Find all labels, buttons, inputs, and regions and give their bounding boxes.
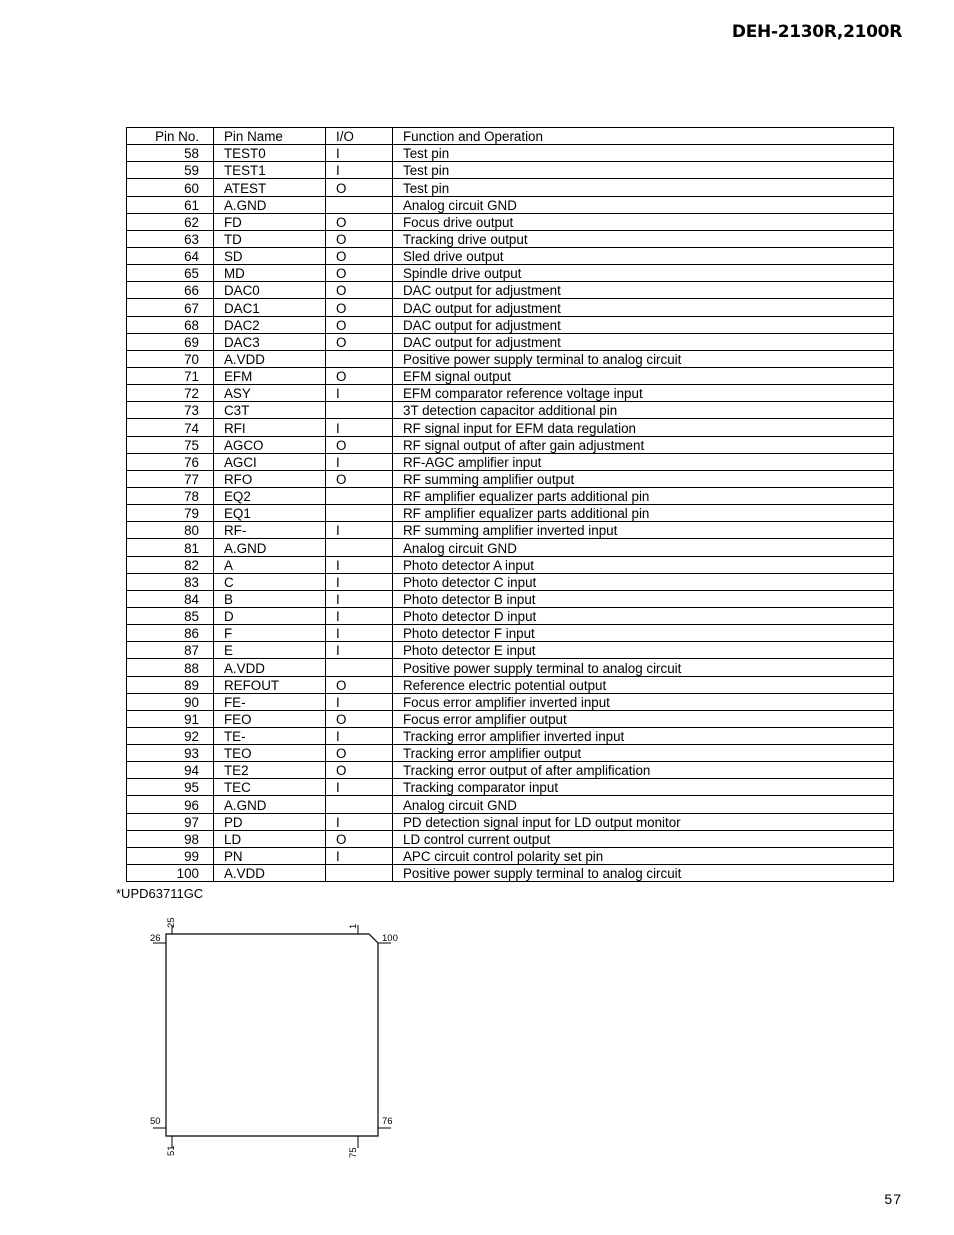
pin-name-cell: RFI: [214, 419, 326, 436]
table-row: [127, 659, 894, 676]
io-cell: I: [326, 522, 393, 539]
chip-package-diagram: [140, 910, 410, 1160]
pin-label-76: 76: [382, 1116, 393, 1127]
pin-number-cell: 83: [127, 573, 214, 590]
io-cell: I: [326, 625, 393, 642]
pin-number-cell: 71: [127, 367, 214, 384]
io-cell: I: [326, 642, 393, 659]
pin-number-cell: 62: [127, 213, 214, 230]
pin-number-cell: 73: [127, 402, 214, 419]
pin-number-cell: 86: [127, 625, 214, 642]
io-cell: I: [326, 607, 393, 624]
pin-number-cell: 78: [127, 487, 214, 504]
io-cell: O: [326, 179, 393, 196]
io-cell: O: [326, 762, 393, 779]
pin-name-cell: D: [214, 607, 326, 624]
table-row: [127, 779, 894, 796]
function-cell: Reference electric potential output: [393, 676, 894, 693]
function-cell: Photo detector A input: [393, 556, 894, 573]
io-cell: O: [326, 282, 393, 299]
io-cell: O: [326, 436, 393, 453]
table-row: [127, 487, 894, 504]
function-cell: Tracking error output of after amplification: [393, 762, 894, 779]
table-row: [127, 265, 894, 282]
pin-label-75: 75: [348, 1147, 359, 1158]
function-cell: Analog circuit GND: [393, 796, 894, 813]
table-row: [127, 556, 894, 573]
pin-label-100: 100: [382, 933, 398, 944]
io-cell: I: [326, 779, 393, 796]
table-row: [127, 470, 894, 487]
table-row: [127, 453, 894, 470]
pin-name-cell: E: [214, 642, 326, 659]
package-label: *UPD63711GC: [116, 886, 204, 901]
function-cell: DAC output for adjustment: [393, 316, 894, 333]
function-cell: DAC output for adjustment: [393, 282, 894, 299]
function-cell: Tracking error amplifier inverted input: [393, 727, 894, 744]
pin-number-cell: 97: [127, 813, 214, 830]
io-cell: O: [326, 367, 393, 384]
pin-number-cell: 74: [127, 419, 214, 436]
pin-name-cell: SD: [214, 247, 326, 264]
pin-number-cell: 60: [127, 179, 214, 196]
function-cell: RF signal input for EFM data regulation: [393, 419, 894, 436]
io-cell: O: [326, 333, 393, 350]
io-cell: [326, 539, 393, 556]
function-cell: DAC output for adjustment: [393, 299, 894, 316]
pin-name-cell: TE-: [214, 727, 326, 744]
table-row: [127, 590, 894, 607]
chip-outline: [166, 934, 378, 1136]
pin-label-50: 50: [150, 1116, 161, 1127]
pin-name-cell: FEO: [214, 710, 326, 727]
pin-number-cell: 92: [127, 727, 214, 744]
io-cell: I: [326, 385, 393, 402]
table-row: [127, 539, 894, 556]
column-header-pin-no: Pin No.: [127, 128, 214, 145]
io-cell: I: [326, 573, 393, 590]
pin-number-cell: 99: [127, 847, 214, 864]
io-cell: O: [326, 316, 393, 333]
pin-number-cell: 96: [127, 796, 214, 813]
pin-name-cell: RF-: [214, 522, 326, 539]
function-cell: RF signal output of after gain adjustment: [393, 436, 894, 453]
table-row: [127, 625, 894, 642]
function-cell: Photo detector F input: [393, 625, 894, 642]
table-row: [127, 333, 894, 350]
pin-name-cell: TEO: [214, 745, 326, 762]
table-row: [127, 299, 894, 316]
pin-number-cell: 79: [127, 505, 214, 522]
function-cell: EFM comparator reference voltage input: [393, 385, 894, 402]
function-cell: Photo detector D input: [393, 607, 894, 624]
pin-label-1: 1: [348, 923, 359, 929]
function-cell: Spindle drive output: [393, 265, 894, 282]
table-row: [127, 865, 894, 882]
pin-number-cell: 58: [127, 145, 214, 162]
table-row: [127, 522, 894, 539]
io-cell: [326, 402, 393, 419]
io-cell: [326, 350, 393, 367]
pin-name-cell: FD: [214, 213, 326, 230]
table-row: [127, 830, 894, 847]
function-cell: Test pin: [393, 179, 894, 196]
io-cell: I: [326, 847, 393, 864]
pin-number-cell: 87: [127, 642, 214, 659]
pin-number-cell: 100: [127, 865, 214, 882]
io-cell: O: [326, 676, 393, 693]
pin-number-cell: 80: [127, 522, 214, 539]
pin-name-cell: F: [214, 625, 326, 642]
function-cell: Tracking error amplifier output: [393, 745, 894, 762]
pin-number-cell: 90: [127, 693, 214, 710]
io-cell: I: [326, 162, 393, 179]
function-cell: Focus drive output: [393, 213, 894, 230]
function-cell: Positive power supply terminal to analog circuit: [393, 865, 894, 882]
pin-name-cell: RFO: [214, 470, 326, 487]
function-cell: Positive power supply terminal to analog circuit: [393, 350, 894, 367]
io-cell: [326, 796, 393, 813]
io-cell: O: [326, 247, 393, 264]
pin-number-cell: 77: [127, 470, 214, 487]
pin-name-cell: A.VDD: [214, 865, 326, 882]
table-row: [127, 796, 894, 813]
pin-name-cell: A: [214, 556, 326, 573]
table-row: [127, 196, 894, 213]
pin-name-cell: TD: [214, 230, 326, 247]
pin-number-cell: 68: [127, 316, 214, 333]
pin-number-cell: 59: [127, 162, 214, 179]
pin-number-cell: 75: [127, 436, 214, 453]
function-cell: Sled drive output: [393, 247, 894, 264]
pin-name-cell: MD: [214, 265, 326, 282]
pin-name-cell: EFM: [214, 367, 326, 384]
function-cell: Photo detector E input: [393, 642, 894, 659]
table-row: [127, 676, 894, 693]
pin-number-cell: 98: [127, 830, 214, 847]
pin-name-cell: ATEST: [214, 179, 326, 196]
pin-name-cell: TEST1: [214, 162, 326, 179]
pin-name-cell: FE-: [214, 693, 326, 710]
table-row: [127, 642, 894, 659]
pin-number-cell: 76: [127, 453, 214, 470]
table-row: [127, 367, 894, 384]
function-cell: Focus error amplifier inverted input: [393, 693, 894, 710]
io-cell: I: [326, 419, 393, 436]
pin-name-cell: A.GND: [214, 196, 326, 213]
table-row: [127, 213, 894, 230]
pin-name-cell: PD: [214, 813, 326, 830]
function-cell: RF-AGC amplifier input: [393, 453, 894, 470]
table-row: [127, 762, 894, 779]
column-header-function: Function and Operation: [393, 128, 894, 145]
io-cell: I: [326, 453, 393, 470]
table-row: [127, 813, 894, 830]
function-cell: Tracking drive output: [393, 230, 894, 247]
model-title: DEH-2130R,2100R: [731, 22, 902, 42]
pin-name-cell: AGCI: [214, 453, 326, 470]
function-cell: Test pin: [393, 162, 894, 179]
function-cell: Photo detector C input: [393, 573, 894, 590]
pin-name-cell: C3T: [214, 402, 326, 419]
pin-name-cell: REFOUT: [214, 676, 326, 693]
table-row: [127, 419, 894, 436]
pin-number-cell: 65: [127, 265, 214, 282]
io-cell: I: [326, 813, 393, 830]
pin-name-cell: DAC3: [214, 333, 326, 350]
pin-name-cell: TE2: [214, 762, 326, 779]
io-cell: O: [326, 830, 393, 847]
table-row: [127, 350, 894, 367]
table-row: [127, 745, 894, 762]
table-row: [127, 573, 894, 590]
pin-number-cell: 94: [127, 762, 214, 779]
pin-number-cell: 82: [127, 556, 214, 573]
pin-name-cell: DAC1: [214, 299, 326, 316]
pin-name-cell: A.GND: [214, 539, 326, 556]
column-header-io: I/O: [326, 128, 393, 145]
table-row: [127, 710, 894, 727]
function-cell: PD detection signal input for LD output monitor: [393, 813, 894, 830]
pin-number-cell: 89: [127, 676, 214, 693]
table-row: [127, 727, 894, 744]
pin-number-cell: 93: [127, 745, 214, 762]
io-cell: O: [326, 710, 393, 727]
io-cell: [326, 505, 393, 522]
pin-number-cell: 81: [127, 539, 214, 556]
pin-label-26: 26: [150, 933, 161, 944]
io-cell: [326, 865, 393, 882]
function-cell: RF summing amplifier inverted input: [393, 522, 894, 539]
function-cell: Analog circuit GND: [393, 539, 894, 556]
function-cell: EFM signal output: [393, 367, 894, 384]
pin-number-cell: 67: [127, 299, 214, 316]
io-cell: I: [326, 693, 393, 710]
function-cell: RF amplifier equalizer parts additional pin: [393, 487, 894, 504]
io-cell: I: [326, 556, 393, 573]
table-row: [127, 693, 894, 710]
pin-number-cell: 84: [127, 590, 214, 607]
pin-function-table: [126, 127, 894, 882]
io-cell: [326, 196, 393, 213]
pin-number-cell: 95: [127, 779, 214, 796]
function-cell: Positive power supply terminal to analog circuit: [393, 659, 894, 676]
io-cell: O: [326, 230, 393, 247]
pin-number-cell: 91: [127, 710, 214, 727]
pin-label-25: 25: [166, 917, 177, 928]
pin-name-cell: A.VDD: [214, 350, 326, 367]
pin-name-cell: TEC: [214, 779, 326, 796]
pin-name-cell: B: [214, 590, 326, 607]
io-cell: I: [326, 727, 393, 744]
pin-number-cell: 69: [127, 333, 214, 350]
io-cell: O: [326, 745, 393, 762]
io-cell: I: [326, 590, 393, 607]
function-cell: Focus error amplifier output: [393, 710, 894, 727]
pin-name-cell: DAC0: [214, 282, 326, 299]
io-cell: [326, 487, 393, 504]
io-cell: [326, 659, 393, 676]
function-cell: Test pin: [393, 145, 894, 162]
io-cell: O: [326, 265, 393, 282]
pin-name-cell: A.GND: [214, 796, 326, 813]
io-cell: O: [326, 213, 393, 230]
table-row: [127, 505, 894, 522]
table-row: [127, 847, 894, 864]
function-cell: RF amplifier equalizer parts additional pin: [393, 505, 894, 522]
table-row: [127, 247, 894, 264]
pin-name-cell: EQ1: [214, 505, 326, 522]
pin-number-cell: 64: [127, 247, 214, 264]
pin-name-cell: EQ2: [214, 487, 326, 504]
function-cell: Photo detector B input: [393, 590, 894, 607]
table-row: [127, 230, 894, 247]
table-row: [127, 316, 894, 333]
pin-number-cell: 72: [127, 385, 214, 402]
table-row: [127, 179, 894, 196]
function-cell: DAC output for adjustment: [393, 333, 894, 350]
pin-name-cell: TEST0: [214, 145, 326, 162]
pin-number-cell: 63: [127, 230, 214, 247]
table-row: [127, 162, 894, 179]
function-cell: RF summing amplifier output: [393, 470, 894, 487]
pin-name-cell: LD: [214, 830, 326, 847]
pin-name-cell: C: [214, 573, 326, 590]
pin-name-cell: A.VDD: [214, 659, 326, 676]
table-row: [127, 282, 894, 299]
pin-number-cell: 66: [127, 282, 214, 299]
table-row: [127, 436, 894, 453]
function-cell: Analog circuit GND: [393, 196, 894, 213]
pin-name-cell: DAC2: [214, 316, 326, 333]
table-row: [127, 385, 894, 402]
function-cell: APC circuit control polarity set pin: [393, 847, 894, 864]
pin-number-cell: 61: [127, 196, 214, 213]
pin-number-cell: 85: [127, 607, 214, 624]
pin-label-51: 51: [166, 1145, 177, 1156]
pin-number-cell: 70: [127, 350, 214, 367]
function-cell: Tracking comparator input: [393, 779, 894, 796]
function-cell: 3T detection capacitor additional pin: [393, 402, 894, 419]
io-cell: O: [326, 470, 393, 487]
page-number: 57: [884, 1191, 902, 1207]
table-row: [127, 402, 894, 419]
table-header-row: [127, 128, 894, 145]
column-header-pin-name: Pin Name: [214, 128, 326, 145]
io-cell: I: [326, 145, 393, 162]
pin-number-cell: 88: [127, 659, 214, 676]
table-row: [127, 607, 894, 624]
function-cell: LD control current output: [393, 830, 894, 847]
io-cell: O: [326, 299, 393, 316]
pin-name-cell: AGCO: [214, 436, 326, 453]
pin-name-cell: ASY: [214, 385, 326, 402]
pin-name-cell: PN: [214, 847, 326, 864]
table-row: [127, 145, 894, 162]
